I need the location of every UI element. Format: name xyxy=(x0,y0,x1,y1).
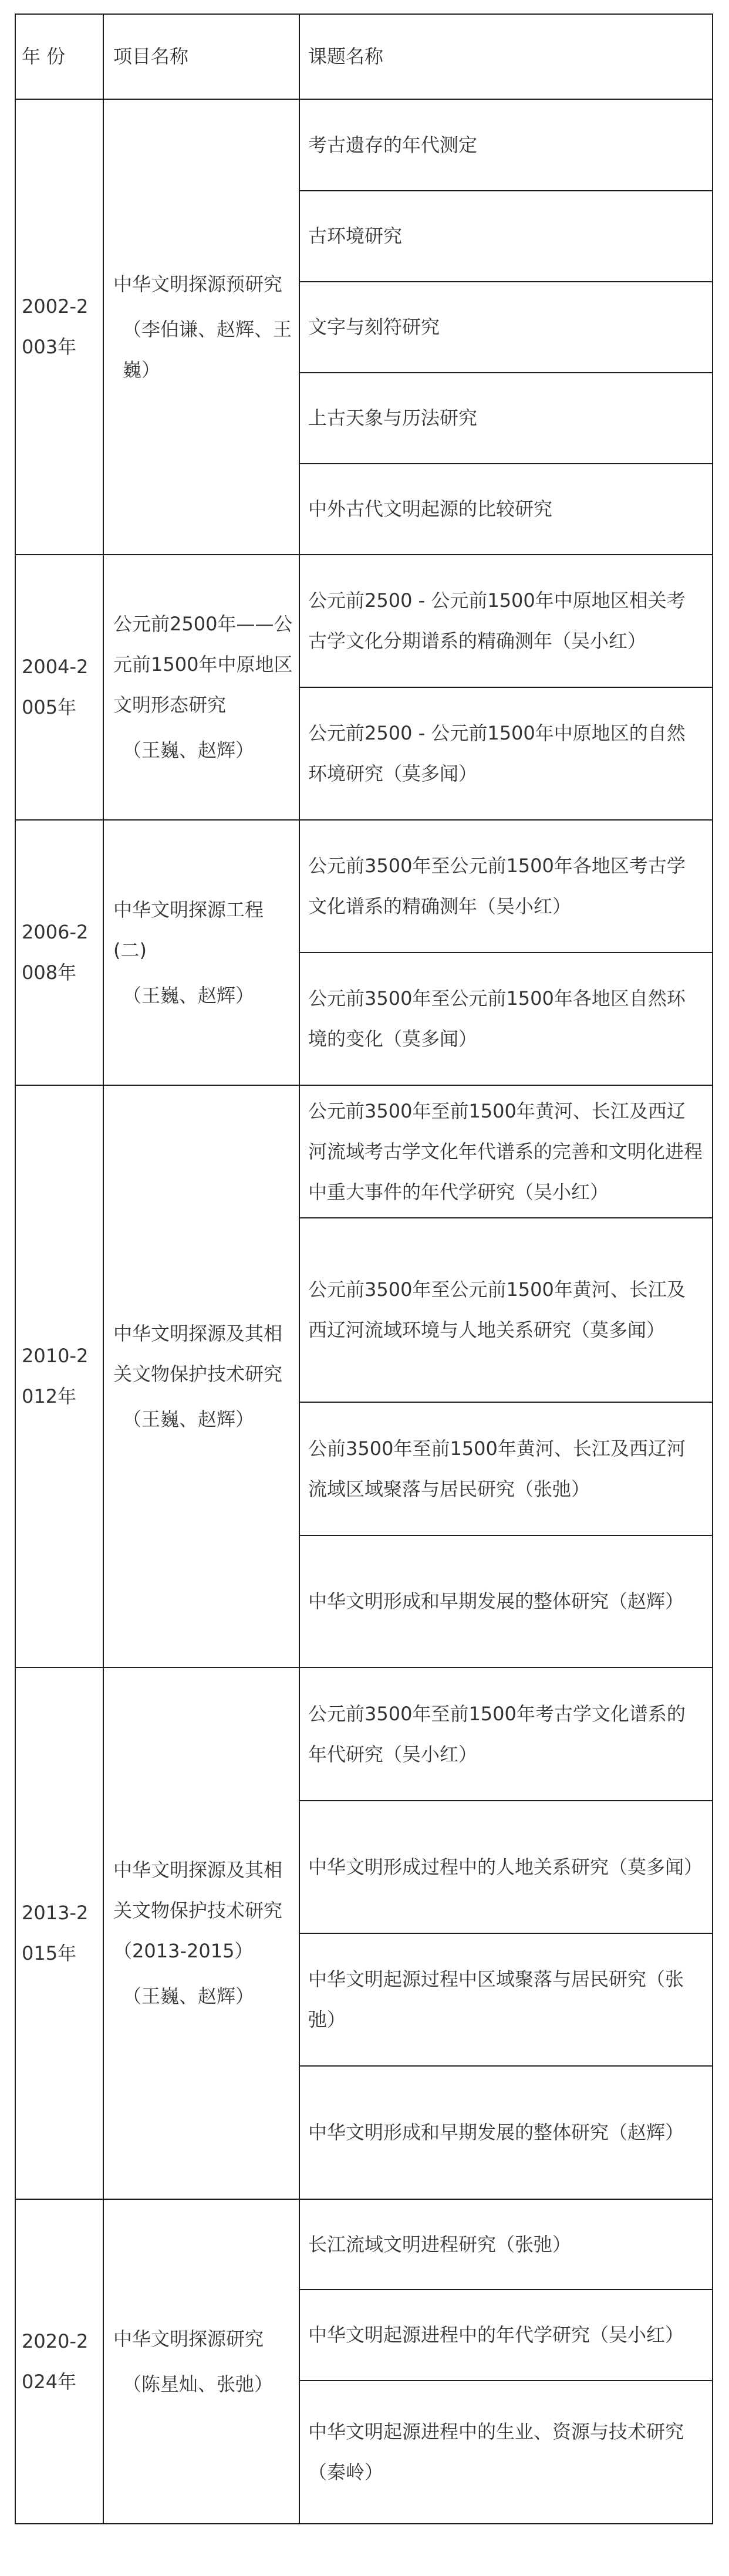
year-cell: 2004-2005年 xyxy=(15,555,103,820)
project-name: 中华文明探源研究 xyxy=(113,2327,264,2350)
table-row xyxy=(15,1085,713,1218)
topic-cell: 古环境研究 xyxy=(299,191,713,282)
year-cell: 2006-2008年 xyxy=(15,820,103,1085)
project-name: 中华文明探源及其相关文物保护技术研究（2013-2015） xyxy=(113,1859,283,1962)
project-name: 中华文明探源及其相关文物保护技术研究 xyxy=(113,1322,283,1385)
year-cell: 2002-2003年 xyxy=(15,99,103,555)
year-cell: 2013-2015年 xyxy=(15,1667,103,2199)
project-name: 中华文明探源工程(二) xyxy=(113,898,264,961)
header-topic: 课题名称 xyxy=(299,14,713,99)
topic-cell: 公元前3500年至公元前1500年黄河、长江及西辽河流域环境与人地关系研究（莫多闻） xyxy=(299,1218,713,1402)
project-lead: （王巍、赵辉） xyxy=(123,984,255,1007)
table-row xyxy=(15,1667,713,1801)
project-name: 公元前2500年——公元前1500年中原地区文明形态研究 xyxy=(113,613,293,716)
topic-cell: 中华文明形成和早期发展的整体研究（赵辉） xyxy=(299,2066,713,2199)
topic-cell: 公元前3500年至公元前1500年各地区考古学文化谱系的精确测年（吴小红） xyxy=(299,820,713,953)
table-row xyxy=(15,820,713,953)
project-cell xyxy=(103,555,299,820)
table-row xyxy=(15,555,713,687)
project-cell xyxy=(103,1085,299,1667)
project-name: 中华文明探源预研究 xyxy=(113,272,283,295)
topic-cell: 中华文明起源进程中的生业、资源与技术研究（秦岭） xyxy=(299,2381,713,2524)
project-lead: （李伯谦、赵辉、王巍） xyxy=(123,318,292,381)
project-cell xyxy=(103,99,299,555)
topic-cell: 中外古代文明起源的比较研究 xyxy=(299,464,713,555)
project-cell xyxy=(103,2199,299,2524)
topic-cell: 公元前3500年至前1500年黄河、长江及西辽河流域考古学文化年代谱系的完善和文明化进程中重大事件的年代学研究（吴小红） xyxy=(299,1085,713,1218)
topic-cell: 公元前3500年至前1500年考古学文化谱系的年代研究（吴小红） xyxy=(299,1667,713,1801)
year-cell: 2010-2012年 xyxy=(15,1085,103,1667)
topic-cell: 考古遗存的年代测定 xyxy=(299,99,713,191)
project-lead: （王巍、赵辉） xyxy=(123,1407,255,1430)
topic-cell: 上古天象与历法研究 xyxy=(299,373,713,464)
topic-cell: 长江流域文明进程研究（张弛） xyxy=(299,2199,713,2290)
topic-cell: 公元前2500 - 公元前1500年中原地区相关考古学文化分期谱系的精确测年（吴小红） xyxy=(299,555,713,687)
topic-cell: 文字与刻符研究 xyxy=(299,282,713,373)
project-cell xyxy=(103,820,299,1085)
header-row xyxy=(15,14,713,99)
year-cell: 2020-2024年 xyxy=(15,2199,103,2524)
project-lead: （陈星灿、张弛） xyxy=(123,2372,274,2395)
table-row xyxy=(15,2199,713,2290)
project-lead: （王巍、赵辉） xyxy=(123,739,255,761)
topic-cell: 公前3500年至前1500年黄河、长江及西辽河流域区域聚落与居民研究（张弛） xyxy=(299,1402,713,1535)
header-project: 项目名称 xyxy=(103,14,299,99)
topic-cell: 中华文明形成和早期发展的整体研究（赵辉） xyxy=(299,1535,713,1667)
topic-cell: 中华文明起源进程中的年代学研究（吴小红） xyxy=(299,2290,713,2381)
project-lead: （王巍、赵辉） xyxy=(123,1985,255,2007)
header-year: 年 份 xyxy=(15,14,103,99)
topic-cell: 中华文明形成过程中的人地关系研究（莫多闻） xyxy=(299,1801,713,1933)
topic-cell: 公元前2500 - 公元前1500年中原地区的自然环境研究（莫多闻） xyxy=(299,687,713,820)
project-table xyxy=(15,13,713,2524)
project-cell xyxy=(103,1667,299,2199)
topic-cell: 中华文明起源过程中区域聚落与居民研究（张弛） xyxy=(299,1933,713,2066)
table-row xyxy=(15,99,713,191)
topic-cell: 公元前3500年至公元前1500年各地区自然环境的变化（莫多闻） xyxy=(299,953,713,1085)
